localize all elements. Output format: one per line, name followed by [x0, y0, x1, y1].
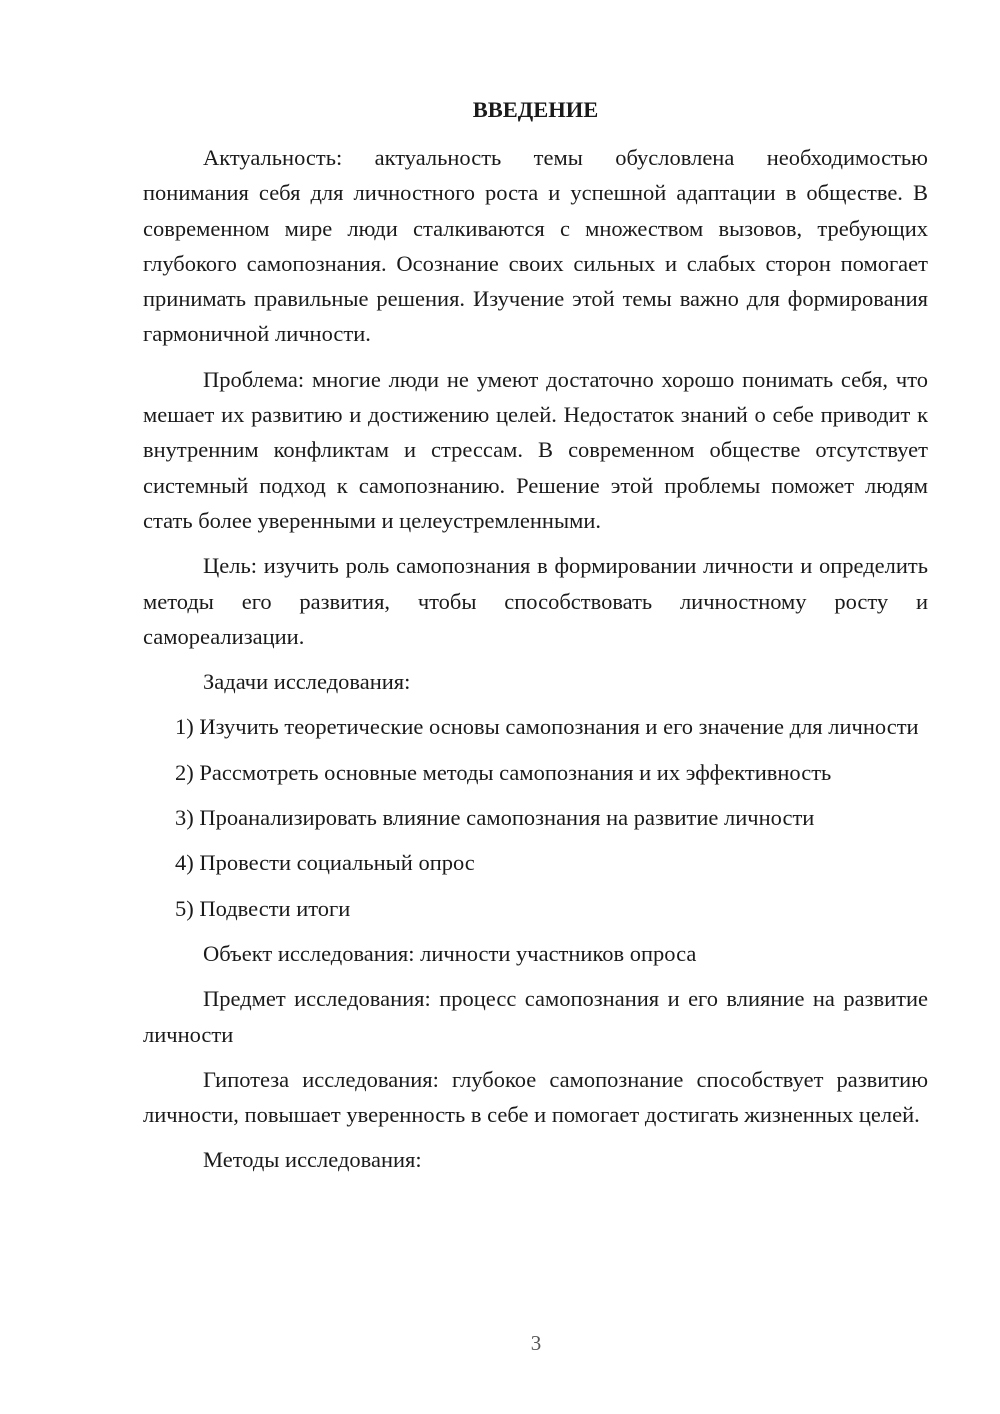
- problem-paragraph: Проблема: многие люди не умеют достаточно хорошо понимать себя, что мешает их развитию и достижению целей. Недостаток знаний о себе приводит к внутренним конфликтам и стрессам. В современном обществе отсутствует системный подход к самопознанию. Решение этой проблемы поможет людям стать более уверенными и целеустремленными.: [143, 366, 928, 533]
- task-item: 4) Провести социальный опрос: [175, 850, 475, 876]
- subject-paragraph: Предмет исследования: процесс самопознания и его влияние на развитие личности: [143, 986, 928, 1047]
- task-item: 5) Подвести итоги: [175, 895, 351, 921]
- tasks-label: Задачи исследования:: [203, 669, 411, 695]
- document-page: [143, 92, 928, 1188]
- hypothesis-paragraph: Гипотеза исследования: глубокое самопознание способствует развитию личности, повышает уверенность в себе и помогает достигать жизненных целей.: [143, 1066, 928, 1128]
- goal-paragraph: Цель: изучить роль самопознания в формировании личности и определить методы его развития, чтобы способствовать личностному росту и самореализации.: [143, 553, 928, 649]
- task-item: 1) Изучить теоретические основы самопознания и его значение для личности: [175, 714, 919, 740]
- tasks-list: [143, 709, 928, 925]
- task-item: 2) Рассмотреть основные методы самопознания и их эффективность: [175, 759, 832, 785]
- relevance-paragraph: Актуальность: актуальность темы обусловлена необходимостью понимания себя для личностного роста и успешной адаптации в обществе. В современном мире люди сталкиваются с множеством вызовов, требующих глубокого самопознания. Осознание своих сильных и слабых сторон помогает принимать правильные решения. Изучение этой темы важно для формирования гармоничной личности.: [143, 145, 928, 347]
- object-paragraph: Объект исследования: личности участников опроса: [203, 940, 697, 966]
- methods-label: Методы исследования:: [203, 1147, 422, 1173]
- task-item: 3) Проанализировать влияние самопознания на развитие личности: [175, 805, 815, 831]
- page-title: ВВЕДЕНИЕ: [472, 97, 599, 122]
- page-number: 3: [530, 1331, 542, 1355]
